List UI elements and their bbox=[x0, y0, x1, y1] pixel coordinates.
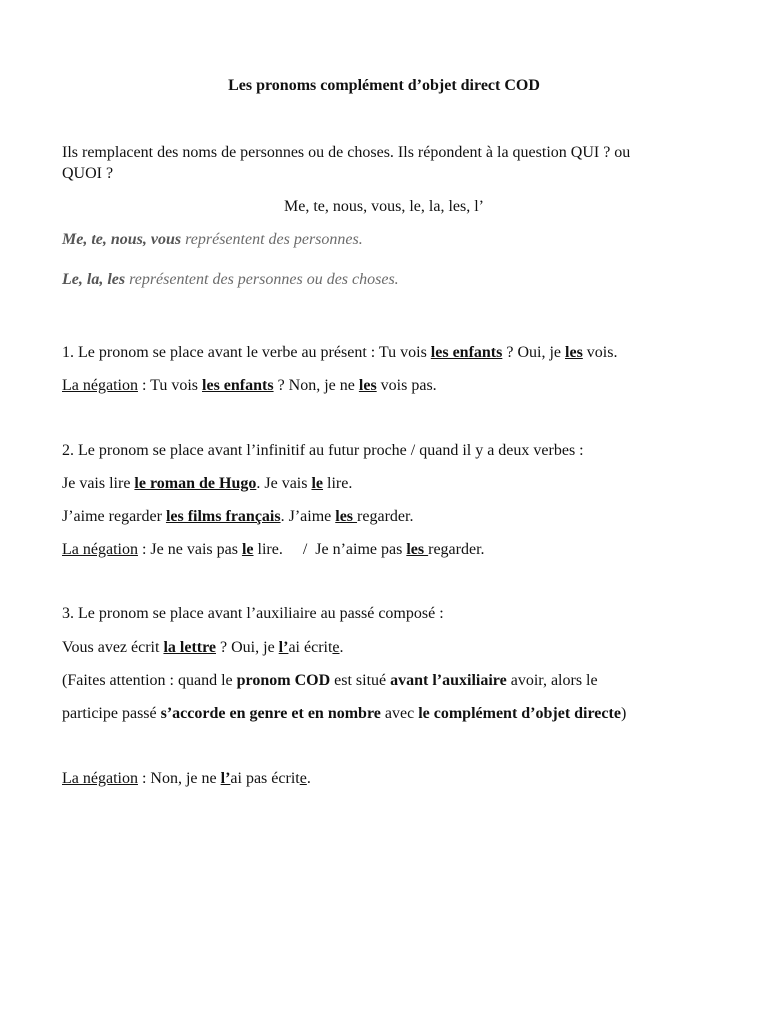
negation-2 bbox=[62, 540, 485, 560]
negation-3 bbox=[62, 769, 311, 789]
negation-label-3: La négation bbox=[62, 770, 138, 787]
persons-line bbox=[62, 230, 363, 250]
rule-3-ex-agreement: e bbox=[332, 639, 340, 656]
rule-1-text-2: ? Oui, je bbox=[502, 344, 566, 361]
rule-2-ex2-object: les films français bbox=[165, 508, 281, 525]
rule-3-ex-text: Vous avez écrit bbox=[62, 639, 164, 656]
note-cod-term: le complément d’objet directe bbox=[418, 705, 621, 722]
intro-line-2: QUOI ? bbox=[62, 165, 114, 182]
rule-1 bbox=[62, 343, 617, 363]
rule-3-ex-text-4: . bbox=[339, 639, 344, 656]
note-text-2: est situé bbox=[330, 672, 391, 689]
rule-2-ex2-text-3: regarder. bbox=[357, 508, 414, 525]
note-before-auxiliary: avant l’auxiliaire bbox=[390, 672, 507, 689]
pronoun-list: Me, te, nous, vous, le, la, les, l’ bbox=[284, 198, 484, 215]
rule-3-example bbox=[62, 638, 344, 658]
rule-1-object: les enfants bbox=[430, 344, 503, 361]
rule-2-ex1-text-2: . Je vais bbox=[256, 475, 312, 492]
note-2-text: participe passé bbox=[62, 705, 161, 722]
persons-text: représentent des personnes. bbox=[181, 231, 363, 248]
rule-3-ex-object: la lettre bbox=[163, 639, 217, 656]
rule-2-example-2 bbox=[62, 507, 413, 527]
rule-3-note-1 bbox=[62, 671, 598, 691]
negation-3-text: : Non, je ne bbox=[137, 770, 221, 787]
rule-3-ex-pronoun: l’ bbox=[278, 639, 289, 656]
things-line bbox=[62, 270, 399, 290]
negation-3-text-3: . bbox=[306, 770, 311, 787]
rule-2-ex2-text: J’aime regarder bbox=[62, 508, 166, 525]
note-2-text-2: avec bbox=[380, 705, 419, 722]
negation-3-pronoun: l’ bbox=[220, 770, 231, 787]
page-title: Les pronoms complément d’objet direct COD bbox=[228, 77, 540, 94]
negation-1-object: les enfants bbox=[202, 377, 274, 394]
rule-3-note-2 bbox=[62, 704, 626, 724]
negation-1 bbox=[62, 376, 437, 396]
things-text: représentent des personnes ou des choses. bbox=[125, 271, 399, 288]
negation-1-text-2: ? Non, je ne bbox=[273, 377, 359, 394]
note-agreement: s’accorde en genre et en nombre bbox=[160, 705, 381, 722]
rule-2-ex2-pronoun: les bbox=[335, 508, 358, 525]
rule-2-ex1-object: le roman de Hugo bbox=[134, 475, 257, 492]
negation-2-text-2: lire. / Je n’aime pas bbox=[253, 541, 407, 558]
negation-label-2: La négation bbox=[62, 541, 138, 558]
rule-2-ex1-pronoun: le bbox=[311, 475, 324, 492]
rule-2-ex2-text-2: . J’aime bbox=[280, 508, 336, 525]
negation-1-text: : Tu vois bbox=[137, 377, 203, 394]
rule-2-heading: 2. Le pronom se place avant l’infinitif au futur proche / quand il y a deux verbes : bbox=[62, 442, 584, 459]
rule-2-ex1-text: Je vais lire bbox=[62, 475, 135, 492]
negation-1-text-3: vois pas. bbox=[376, 377, 437, 394]
rule-3-ex-text-2: ? Oui, je bbox=[216, 639, 279, 656]
negation-3-agreement: e bbox=[299, 770, 307, 787]
negation-2-pronoun: le bbox=[241, 541, 254, 558]
persons-pronouns: Me, te, nous, vous bbox=[62, 231, 182, 248]
rule-2-example-1 bbox=[62, 474, 352, 494]
note-pronoun-cod: pronom COD bbox=[236, 672, 331, 689]
things-pronouns: Le, la, les bbox=[62, 271, 126, 288]
intro-line-1: Ils remplacent des noms de personnes ou de choses. Ils répondent à la question QUI ? ou bbox=[62, 144, 631, 161]
negation-2-text: : Je ne vais pas bbox=[137, 541, 242, 558]
rule-3-ex-text-3: ai écrit bbox=[288, 639, 333, 656]
negation-2-pronoun-2: les bbox=[406, 541, 429, 558]
note-2-text-3: ) bbox=[620, 705, 627, 722]
rule-3-heading: 3. Le pronom se place avant l’auxiliaire au passé composé : bbox=[62, 605, 444, 622]
negation-label: La négation bbox=[62, 377, 138, 394]
negation-2-text-3: regarder. bbox=[428, 541, 485, 558]
rule-1-text: 1. Le pronom se place avant le verbe au présent : Tu vois bbox=[62, 344, 431, 361]
rule-2-ex1-text-3: lire. bbox=[323, 475, 353, 492]
rule-1-pronoun: les bbox=[565, 344, 583, 361]
negation-3-text-2: ai pas écrit bbox=[230, 770, 300, 787]
negation-1-pronoun: les bbox=[358, 377, 377, 394]
note-text-3: avoir, alors le bbox=[506, 672, 598, 689]
note-text: (Faites attention : quand le bbox=[62, 672, 237, 689]
rule-1-text-3: vois. bbox=[582, 344, 618, 361]
